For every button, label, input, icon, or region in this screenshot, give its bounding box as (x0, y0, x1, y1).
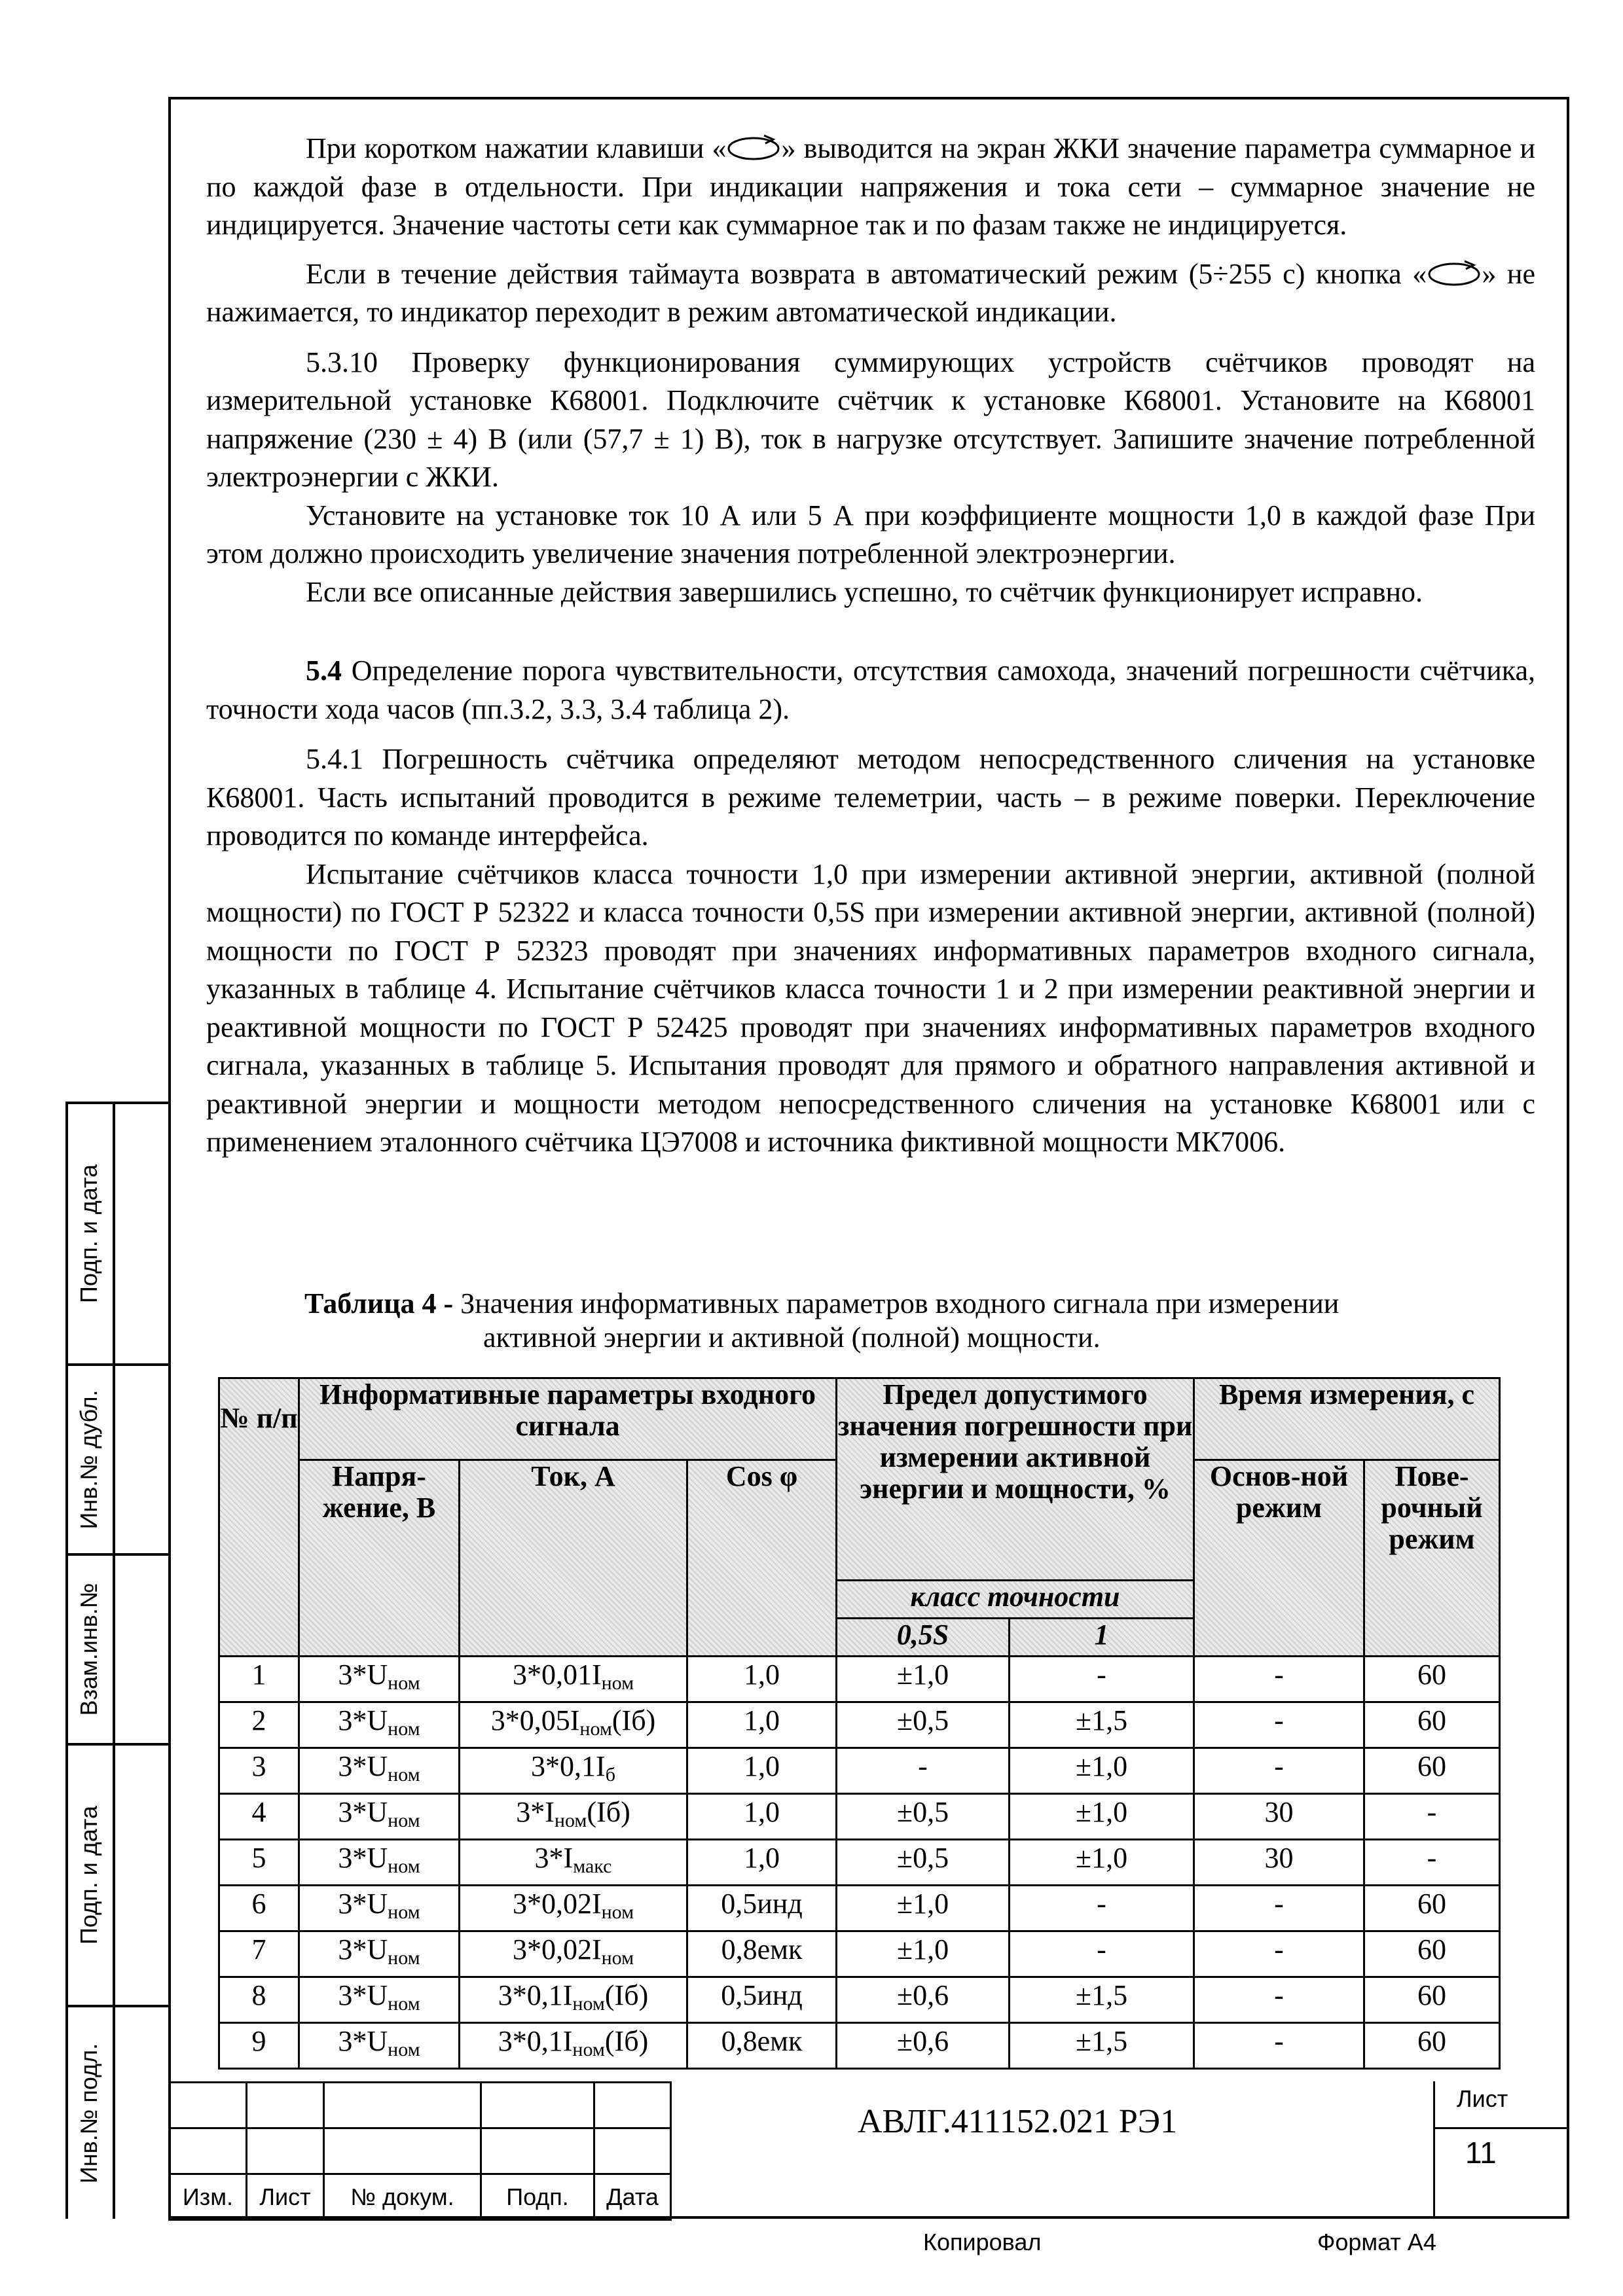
table-row: 5 $3*U_{ном}$ $3*I_{макс}$ 1,0 ±0,5 ±1,0 30 - (219, 1840, 1500, 1886)
sidebar-podp-data-1: Подп. и дата (75, 1164, 102, 1304)
header-current: Ток, А (460, 1460, 687, 1657)
header-class-1: 1 (1010, 1619, 1194, 1657)
sheet-number: 11 (1465, 2136, 1497, 2170)
footer-copied: Копировал (923, 2229, 1042, 2255)
header-limit: Предел допустимого значения погрешности при измерении активной энергии и мощности, % (837, 1378, 1194, 1581)
table-row: 4 $3*U_{ном}$ $3*I_{ном}(Iб)$ 1,0 ±0,5 ±1,0 30 - (219, 1794, 1500, 1840)
paragraph-5-4: 5.4 Определение порога чувствительности, отсутствия самохода, значений погрешности счётчика, точности хода часов (пп.3.2, 3.3, 3.4 таблица 2). (206, 655, 1535, 725)
side-stamp (65, 1102, 168, 2219)
cycle-key-icon (1427, 259, 1482, 287)
sidebar-inv-dubl: Инв.№ дубл. (75, 1390, 102, 1530)
header-accuracy-class: класс точности (837, 1581, 1194, 1619)
paragraph-5-4-1: 5.4.1 Погрешность счётчика определяют методом непосредственного сличения на установке К68001. Часть испытаний проводится в режиме телеметрии, часть – в режиме поверки. Переключение проводится по команде интерфейса. (206, 743, 1535, 852)
paragraph-key-press: При коротком нажатии клавиши « » выводится на экран ЖКИ значение параметра суммарное и по каждой фазе в отдельности. При индикации напряжения и тока сети – суммарное значение не индицируется. Значение частоты сети как суммарное так и по фазам также не индицируется. (206, 132, 1535, 241)
paragraph-timeout: Если в течение действия таймаута возврата в автоматический режим (5÷255 с) кнопка « » не нажимается, то индикатор переходит в режим автоматической индикации. (206, 257, 1535, 328)
paragraph-set-current: Установите на установке ток 10 А или 5 А при коэффициенте мощности 1,0 в каждой фазе При этом должно происходить увеличение значения потребленной электроэнергии. (206, 499, 1535, 569)
sheet-label: Лист (1457, 2085, 1508, 2112)
table-row: 7 $3*U_{ном}$ $3*0,02I_{ном}$ 0,8емк ±1,0 - - 60 (219, 1931, 1500, 1977)
sidebar-inv-podl: Инв.№ подл. (75, 2043, 102, 2183)
paragraph-success: Если все описанные действия завершились успешно, то счётчик функционирует исправно. (306, 575, 1423, 608)
table-row: 6 $3*U_{ном}$ $3*0,02I_{ном}$ 0,5инд ±1,0 - - 60 (219, 1886, 1500, 1931)
table-caption: Таблица 4 - Значения информативных параметров входного сигнала при измерении активной энергии и активной (полной) мощности. (304, 1287, 1340, 1354)
stamp-n-dokum: № докум. (324, 2174, 481, 2220)
paragraph-tests: Испытание счётчиков класса точности 1,0 при измерении активной энергии, активной (полной мощности) по ГОСТ Р 52322 и класса точности 0,5S при измерении активной энергии, активной (полной) мощности по ГОСТ Р 52323 проводят при значениях информативных параметров входного сигнала, указанных в таблице 4. Испытание счётчиков класса точности 1 и 2 при измерении реактивной энергии и реактивной мощности по ГОСТ Р 52425 проводят при значениях информативных параметров входного сигнала, указанных в таблице 5. Испытания проводят для прямого и обратного направления активной и реактивной энергии и мощности методом непосредственного сличения на установке К68001 или с применением эталонного счётчика ЦЭ7008 и источника фиктивной мощности МК7006. (206, 857, 1535, 1158)
stamp-list: Лист (247, 2174, 324, 2220)
table-row: 2 $3*U_{ном}$ $3*0,05I_{ном}(Iб)$ 1,0 ±0,5 ±1,5 - 60 (219, 1702, 1500, 1748)
body-text (206, 130, 1535, 1162)
header-main-mode: Основ-ной режим (1194, 1460, 1364, 1657)
header-time: Время измерения, с (1194, 1378, 1500, 1460)
header-voltage: Напря-жение, В (299, 1460, 460, 1657)
stamp-data: Дата (594, 2174, 671, 2220)
sidebar-podp-data-2: Подп. и дата (75, 1805, 102, 1945)
header-num: № п/п (219, 1378, 299, 1657)
table-row: 9 $3*U_{ном}$ $3*0,1I_{ном}(Iб)$ 0,8емк ±0,6 ±1,5 - 60 (219, 2023, 1500, 2069)
stamp-izm: Изм. (170, 2174, 247, 2220)
header-params: Информативные параметры входного сигнала (299, 1378, 837, 1460)
table-row: 1 $3*U_{ном}$ $3*0,01I_{ном}$ 1,0 ±1,0 - - 60 (219, 1657, 1500, 1702)
table-row: 3 $3*U_{ном}$ $3*0,1I_б$ 1,0 - ±1,0 - 60 (219, 1748, 1500, 1794)
cycle-key-icon (726, 133, 781, 162)
paragraph-5-3-10: 5.3.10 Проверку функционирования суммирующих устройств счётчиков проводят на измерительной установке К68001. Подключите счётчик к установке К68001. Установите на К68001 напряжение (230 ± 4) В (или (57,7 ± 1) В), ток в нагрузке отсутствует. Запишите значение потребленной электроэнергии с ЖКИ. (206, 346, 1535, 493)
table-row: 8 $3*U_{ном}$ $3*0,1I_{ном}(Iб)$ 0,5инд ±0,6 ±1,5 - 60 (219, 1977, 1500, 2023)
header-class-05s: 0,5S (837, 1619, 1010, 1657)
document-code: АВЛГ.411152.021 РЭ1 (858, 2103, 1178, 2140)
header-verify-mode: Пове-рочный режим (1364, 1460, 1500, 1657)
sidebar-vzam-inv: Взам.инв.№ (75, 1583, 102, 1716)
parameters-table (218, 1377, 1501, 2070)
stamp-podp: Подп. (481, 2174, 594, 2220)
header-cos: Cos φ (687, 1460, 837, 1657)
footer-format: Формат А4 (1317, 2229, 1436, 2255)
